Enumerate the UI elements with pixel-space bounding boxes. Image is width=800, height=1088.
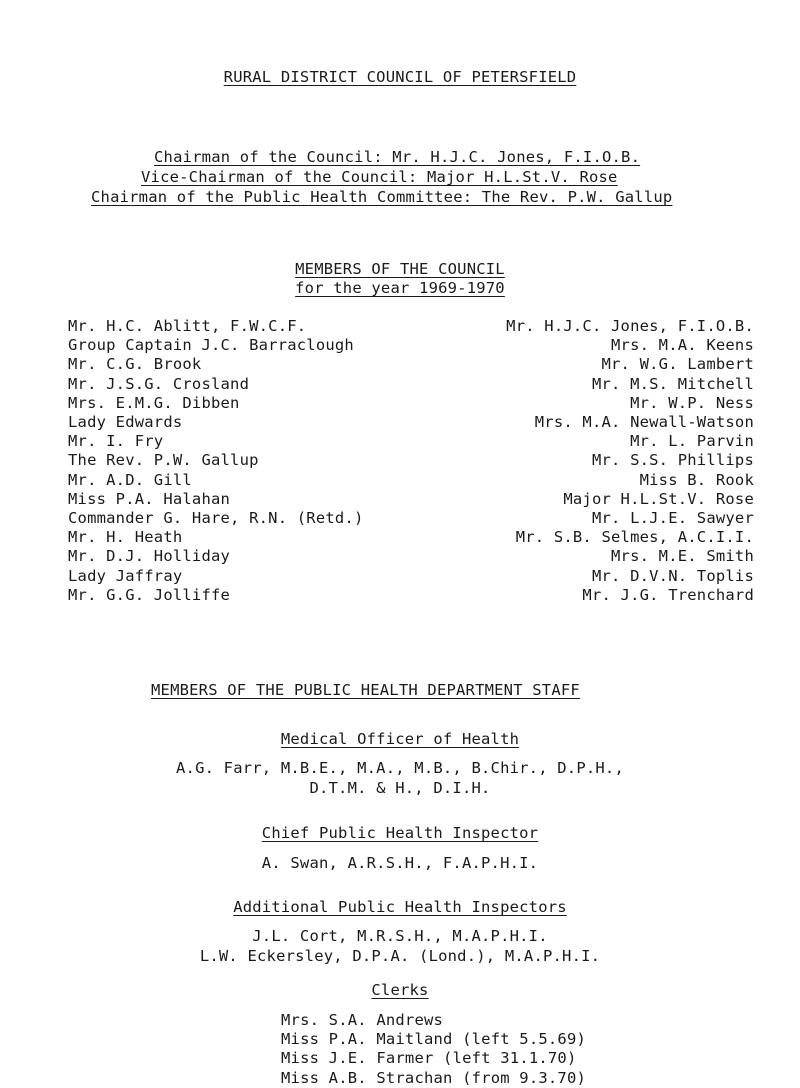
clerks-title: Clerks — [371, 981, 429, 999]
member-name: Mr. J.G. Trenchard — [582, 585, 754, 604]
member-name: Mr. L.J.E. Sawyer — [591, 509, 754, 528]
moh-name-line: A.G. Farr, M.B.E., M.A., M.B., B.Chir., D.P.H., — [176, 759, 624, 777]
member-name: Mr. J.S.G. Crosland — [68, 374, 250, 393]
member-name: Mr. W.P. Ness — [630, 393, 754, 412]
member-name: Mrs. M.E. Smith — [611, 547, 754, 566]
page-title: RURAL DISTRICT COUNCIL OF PETERSFIELD — [223, 68, 577, 86]
member-name: Mr. C.G. Brook — [68, 355, 202, 374]
clerk-name: Miss J.E. Farmer (left 31.1.70) — [281, 1049, 577, 1068]
member-name: Mr. L. Parvin — [630, 432, 754, 451]
staff-heading: MEMBERS OF THE PUBLIC HEALTH DEPARTMENT STAFF — [151, 681, 580, 699]
health-committee-chairman-line: Chairman of the Public Health Committee: The Rev. P.W. Gallup — [91, 188, 673, 206]
cphi-name-line: A. Swan, A.R.S.H., F.A.P.H.I. — [261, 854, 539, 872]
member-name: Mr. D.V.N. Toplis — [591, 566, 754, 585]
moh-qualifications-line: D.T.M. & H., D.I.H. — [309, 779, 491, 797]
council-members-left-column — [68, 317, 364, 605]
member-name: Mr. H. Heath — [68, 528, 183, 547]
member-name: Mr. S.S. Phillips — [591, 451, 754, 470]
cphi-title: Chief Public Health Inspector — [261, 824, 539, 842]
member-name: Major H.L.St.V. Rose — [563, 489, 754, 508]
vice-chairman-line: Vice-Chairman of the Council: Major H.L.St.V. Rose — [141, 168, 618, 186]
aphi-name-line-1: J.L. Cort, M.R.S.H., M.A.P.H.I. — [252, 927, 548, 945]
aphi-title: Additional Public Health Inspectors — [233, 898, 567, 916]
clerk-name: Miss A.B. Strachan (from 9.3.70) — [281, 1068, 587, 1087]
member-name: Mr. D.J. Holliday — [68, 547, 231, 566]
member-name: Group Captain J.C. Barraclough — [68, 336, 354, 355]
moh-title: Medical Officer of Health — [280, 730, 520, 748]
member-name: Mr. I. Fry — [68, 432, 164, 451]
clerk-name: Miss P.A. Maitland (left 5.5.69) — [281, 1030, 587, 1049]
member-name: Lady Jaffray — [68, 566, 183, 585]
member-name: Mr. W.G. Lambert — [601, 355, 754, 374]
member-name: Mrs. M.A. Keens — [611, 336, 754, 355]
council-members-heading: MEMBERS OF THE COUNCIL — [295, 260, 505, 278]
member-name: Miss P.A. Halahan — [68, 489, 231, 508]
council-members-right-column — [506, 317, 754, 605]
member-name: Mr. M.S. Mitchell — [591, 374, 754, 393]
member-name: Mr. G.G. Jolliffe — [68, 585, 231, 604]
member-name: Mrs. E.M.G. Dibben — [68, 393, 240, 412]
member-name: Mr. S.B. Selmes, A.C.I.I. — [515, 528, 754, 547]
aphi-name-line-2: L.W. Eckersley, D.P.A. (Lond.), M.A.P.H.I. — [199, 947, 601, 965]
member-name: The Rev. P.W. Gallup — [68, 451, 259, 470]
member-name: Mr. A.D. Gill — [68, 470, 192, 489]
member-name: Mr. H.J.C. Jones, F.I.O.B. — [506, 317, 754, 335]
member-name: Lady Edwards — [68, 413, 183, 432]
council-year-subheading: for the year 1969-1970 — [295, 279, 505, 297]
member-name: Commander G. Hare, R.N. (Retd.) — [68, 509, 364, 528]
member-name: Mr. H.C. Ablitt, F.W.C.F. — [68, 317, 307, 335]
chairman-line: Chairman of the Council: Mr. H.J.C. Jones, F.I.O.B. — [154, 148, 641, 166]
clerks-list — [281, 1011, 586, 1088]
member-name: Miss B. Rook — [639, 470, 754, 489]
member-name: Mrs. M.A. Newall-Watson — [534, 413, 754, 432]
clerk-name: Mrs. S.A. Andrews — [281, 1011, 444, 1029]
